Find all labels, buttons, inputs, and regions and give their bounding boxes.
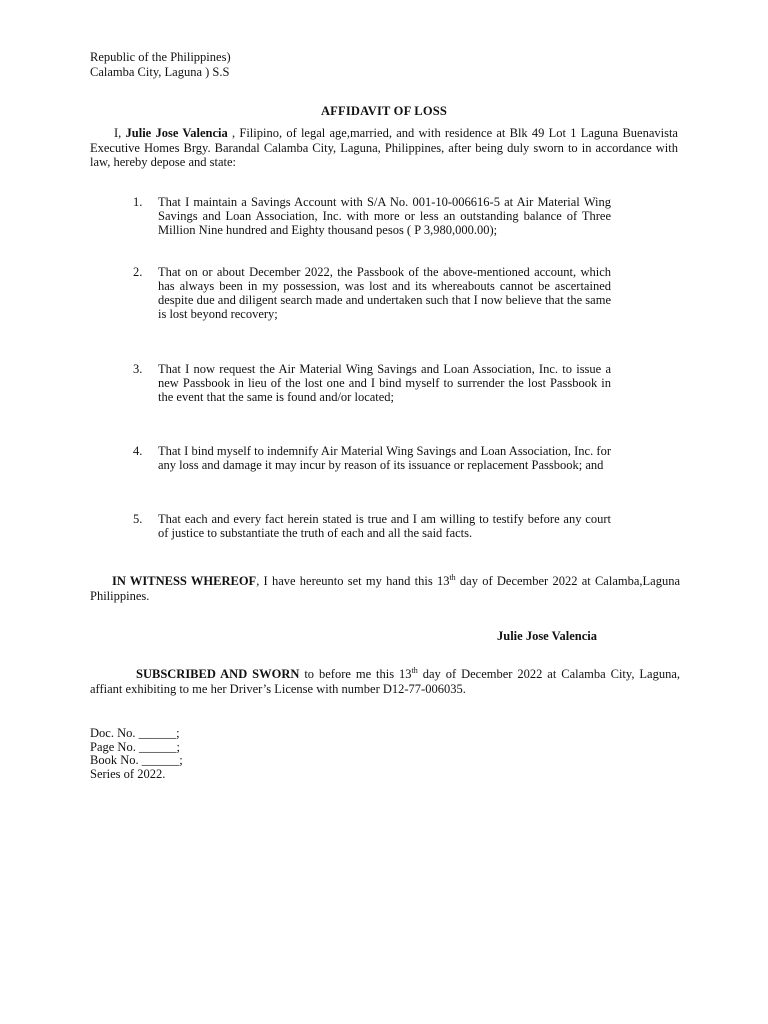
- list-item: [133, 444, 611, 472]
- list-item-number: 5.: [133, 512, 143, 526]
- list-item-number: 1.: [133, 195, 143, 209]
- intro-text: , Filipino, of legal age,married, and with residence at Blk 49 Lot 1 Laguna Buenavista Executive Homes Brgy. Barandal Calamba City, Laguna, Philippines, after being duly sworn to in accordance with law, hereby depose and state:: [90, 126, 678, 169]
- list-item: [133, 512, 611, 540]
- list-item-text: That I now request the Air Material Wing Savings and Loan Association, Inc. to issue a new Passbook in lieu of the lost one and I bind myself to surrender the lost Passbook in the event that the same is found and/or located;: [158, 362, 611, 404]
- signer-name: Julie Jose Valencia: [497, 629, 598, 643]
- doc-number-line: Doc. No. ______;: [90, 726, 180, 740]
- witness-text-b: day of December 2022 at Calamba,Laguna Philippines.: [90, 574, 680, 603]
- jurat-text-b: day of December 2022 at Calamba City, Laguna, affiant exhibiting to me her Driver’s License with number D12-77-006035.: [90, 667, 681, 696]
- intro-prefix: I,: [114, 126, 126, 140]
- list-item: [133, 195, 611, 237]
- list-item-number: 2.: [133, 265, 143, 279]
- book-number-line: Book No. ______;: [90, 753, 183, 767]
- intro-paragraph: [90, 126, 678, 170]
- page-number-line: Page No. ______;: [90, 739, 180, 754]
- jurat-text-a: to before me this 13: [299, 667, 412, 681]
- jurat-lead: SUBSCRIBED AND SWORN: [136, 667, 300, 681]
- witness-text-a: , I have hereunto set my hand this 13: [256, 574, 450, 588]
- witness-lead: IN WITNESS WHEREOF: [112, 574, 257, 588]
- list-item-text: That on or about December 2022, the Passbook of the above-mentioned account, which has always been in my possession, was lost and its whereabouts cannot be ascertained despite due and diligent search made and undertaken such that I now believe that the same is lost beyond recovery;: [158, 265, 611, 321]
- notarial-register: [90, 727, 183, 781]
- caption-line-country: Republic of the Philippines): [90, 50, 231, 64]
- series-line: Series of 2022.: [90, 766, 166, 781]
- document-title: AFFIDAVIT OF LOSS: [320, 104, 448, 118]
- witness-paragraph: [90, 574, 680, 604]
- list-item-text: That I maintain a Savings Account with S/A No. 001-10-006616-5 at Air Material Wing Savings and Loan Association, Inc. with more or less an outstanding balance of Three Million Nine hundred and Eighty thousand pesos ( P 3,980,000.00);: [158, 195, 611, 237]
- affiant-name: Julie Jose Valencia: [125, 126, 228, 140]
- list-item-number: 3.: [133, 362, 143, 376]
- jurat-paragraph: [90, 667, 680, 697]
- list-item: [133, 265, 611, 321]
- list-item: [133, 362, 611, 404]
- list-item-text: That each and every fact herein stated is true and I am willing to testify before any court of justice to substantiate the truth of each and all the said facts.: [158, 512, 611, 540]
- caption-line-city: Calamba City, Laguna ) S.S: [90, 65, 230, 79]
- jurat-ordinal: th: [411, 665, 418, 675]
- venue-caption: [90, 50, 231, 80]
- list-item-text: That I bind myself to indemnify Air Material Wing Savings and Loan Association, Inc. for any loss and damage it may incur by reason of its issuance or replacement Passbook; and: [158, 444, 611, 472]
- list-item-number: 4.: [133, 444, 143, 458]
- witness-ordinal: th: [449, 572, 456, 582]
